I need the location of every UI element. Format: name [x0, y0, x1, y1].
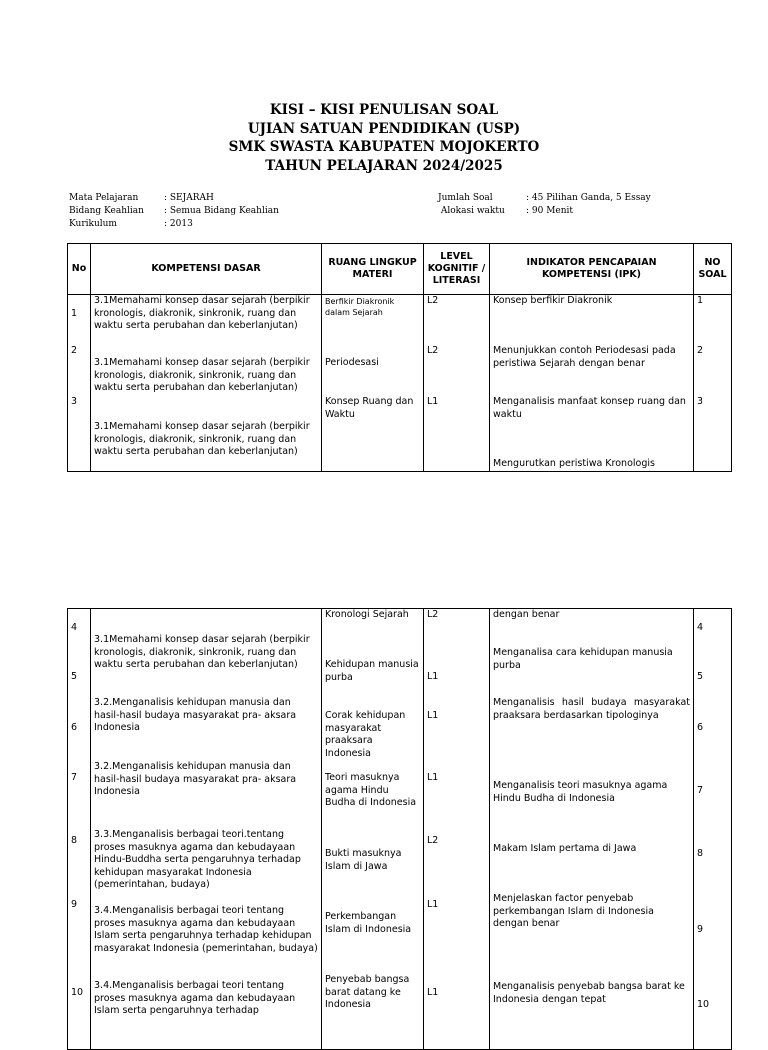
meta-label: Kurikulum — [69, 219, 117, 229]
soal-number: 2 — [697, 345, 704, 356]
materi-text: Penyebab bangsa barat datang ke Indonesia — [325, 974, 410, 1010]
soal-number: 7 — [697, 785, 704, 796]
header-ruang-lingkup: RUANG LINGKUP MATERI — [322, 244, 424, 295]
meta-value: : 2013 — [164, 219, 193, 229]
kd-text: 3.1Memahami konsep dasar sejarah (berpikir kronologis, diakronik, sinkronik, ruang dan waktu serta perubahan dan keberlanjutan) — [94, 421, 310, 457]
kd-text: 3.4.Menganalisis berbagai teori tentang proses masuknya agama dan kebudayaan Islam serta pengaruhnya terhadap — [94, 980, 296, 1016]
kisi-table-page-2 — [67, 608, 732, 1050]
ipk-text: Menganalisis teori masuknya agama Hindu Budha di Indonesia — [493, 780, 668, 804]
row-number: 4 — [71, 622, 78, 633]
header-no: No — [68, 244, 91, 295]
soal-number: 4 — [697, 622, 704, 633]
row-number: 8 — [71, 835, 78, 846]
title-line: UJIAN SATUAN PENDIDIKAN (USP) — [247, 120, 521, 137]
meta-value: : 45 Pilihan Ganda, 5 Essay — [526, 193, 651, 203]
kd-text: 3.1Memahami konsep dasar sejarah (berpikir kronologis, diakronik, sinkronik, ruang dan waktu serta perubahan dan keberlanjutan) — [94, 634, 310, 670]
meta-value: : SEJARAH — [164, 193, 214, 203]
kd-text: 3.3.Menganalisis berbagai teori.tentang proses masuknya agama dan kebudayaan Hindu-Buddha serta pengaruhnya terhadap kehidupan masyarakat Indonesia (pemerintahan, budaya) — [94, 829, 301, 890]
level-text: L1 — [427, 710, 439, 721]
table-row — [68, 609, 732, 1050]
level-text: L2 — [427, 835, 439, 846]
soal-number: 8 — [697, 848, 704, 859]
ipk-text: Makam Islam pertama di Jawa — [493, 843, 637, 854]
meta-label: Bidang Keahlian — [69, 206, 144, 216]
meta-row — [69, 205, 279, 218]
materi-text: Bukti masuknya Islam di Jawa — [325, 848, 402, 872]
no-cell — [68, 609, 91, 1050]
no-cell — [68, 295, 91, 472]
row-number: 5 — [71, 671, 78, 682]
title-line: SMK SWASTA KABUPATEN MOJOKERTO — [228, 139, 540, 155]
kd-text: 3.2.Menganalisis kehidupan manusia dan hasil-hasil budaya masyarakat pra- aksara Indonesia — [94, 761, 297, 797]
kd-cell — [91, 609, 322, 1050]
kd-cell — [91, 295, 322, 472]
header-kompetensi-dasar: KOMPETENSI DASAR — [91, 244, 322, 295]
meta-value: : 90 Menit — [526, 206, 574, 216]
meta-label: Mata Pelajaran — [69, 193, 139, 203]
kd-text: 3.2.Menganalisis kehidupan manusia dan hasil-hasil budaya masyarakat pra- aksara Indonesia — [94, 697, 297, 733]
ipk-text: Konsep berfikir Diakronik — [493, 295, 613, 306]
document-title — [0, 101, 768, 175]
header-level: LEVEL KOGNITIF / LITERASI — [424, 244, 490, 295]
meta-label: Alokasi waktu — [438, 206, 505, 216]
materi-text: Corak kehidupan masyarakat praaksara Indonesia — [325, 710, 406, 759]
row-number: 7 — [71, 772, 78, 783]
ipk-text: Menganalisis hasil budaya masyarakat praaksara berdasarkan tipologinya — [493, 697, 690, 721]
meta-label: Jumlah Soal — [438, 193, 493, 203]
level-text: L2 — [427, 345, 439, 356]
table-row — [68, 295, 732, 472]
kd-text: 3.1Memahami konsep dasar sejarah (berpikir kronologis, diakronik, sinkronik, ruang dan waktu serta perubahan dan keberlanjutan) — [94, 295, 310, 331]
title-line: KISI – KISI PENULISAN SOAL — [269, 102, 499, 118]
ipk-text: Menunjukkan contoh Periodesasi pada peristiwa Sejarah dengan benar — [493, 345, 676, 369]
row-number: 2 — [71, 345, 78, 356]
ipk-text: Menganalisis penyebab bangsa barat ke Indonesia dengan tepat — [493, 981, 685, 1005]
header-ipk: INDIKATOR PENCAPAIAN KOMPETENSI (IPK) — [490, 244, 694, 295]
nosoal-cell — [694, 609, 732, 1050]
soal-number: 5 — [697, 671, 704, 682]
header-no-soal: NO SOAL — [694, 244, 732, 295]
materi-text: Periodesasi — [325, 357, 379, 368]
meta-row — [69, 192, 279, 205]
ipk-cell — [490, 295, 694, 472]
meta-row — [69, 218, 279, 231]
soal-number: 1 — [697, 295, 704, 306]
level-cell — [424, 295, 490, 472]
materi-text: Konsep Ruang dan Waktu — [325, 396, 414, 420]
nosoal-cell — [694, 295, 732, 472]
level-text: L1 — [427, 899, 439, 910]
meta-row — [438, 192, 651, 205]
soal-number: 3 — [697, 396, 704, 407]
soal-number: 10 — [697, 999, 710, 1010]
level-text: L2 — [427, 609, 439, 620]
ipk-text: Menganalisis manfaat konsep ruang dan waktu — [493, 396, 686, 420]
kd-text: 3.4.Menganalisis berbagai teori tentang proses masuknya agama dan kebudayaan Islam serta pengaruhnya terhadap kehidupan masyarakat Indonesia (pemerintahan, budaya) — [94, 905, 318, 954]
materi-text: Kronologi Sejarah — [325, 609, 409, 620]
row-number: 6 — [71, 722, 78, 733]
level-text: L1 — [427, 671, 439, 682]
level-text: L1 — [427, 987, 439, 998]
level-cell — [424, 609, 490, 1050]
materi-cell — [322, 609, 424, 1050]
ipk-cell — [490, 609, 694, 1050]
row-number: 1 — [71, 308, 78, 319]
meta-row — [438, 205, 651, 218]
level-text: L2 — [427, 295, 439, 306]
row-number: 3 — [71, 396, 78, 407]
ipk-text: Mengurutkan peristiwa Kronologis — [493, 458, 655, 469]
row-number: 10 — [71, 987, 84, 998]
title-line: TAHUN PELAJARAN 2024/2025 — [265, 157, 503, 174]
meta-value: : Semua Bidang Keahlian — [164, 206, 279, 216]
level-text: L1 — [427, 396, 439, 407]
meta-right — [438, 192, 651, 218]
soal-number: 9 — [697, 924, 704, 935]
level-text: L1 — [427, 772, 439, 783]
meta-left — [69, 192, 279, 231]
kd-text: 3.1Memahami konsep dasar sejarah (berpikir kronologis, diakronik, sinkronik, ruang dan waktu serta perubahan dan keberlanjutan) — [94, 357, 310, 393]
materi-text: Teori masuknya agama Hindu Budha di Indonesia — [325, 772, 417, 808]
materi-text: Kehidupan manusia purba — [325, 659, 419, 683]
ipk-text: dengan benar — [493, 609, 560, 620]
materi-text: Perkembangan Islam di Indonesia — [325, 911, 412, 935]
ipk-text: Menganalisa cara kehidupan manusia purba — [493, 647, 673, 671]
table-header-row — [68, 244, 732, 295]
materi-text: Berfikir Diakronik dalam Sejarah — [325, 297, 395, 317]
ipk-text: Menjelaskan factor penyebab perkembangan Islam di Indonesia dengan benar — [493, 893, 654, 929]
row-number: 9 — [71, 899, 78, 910]
soal-number: 6 — [697, 722, 704, 733]
kisi-table-page-1 — [67, 243, 732, 472]
materi-cell — [322, 295, 424, 472]
